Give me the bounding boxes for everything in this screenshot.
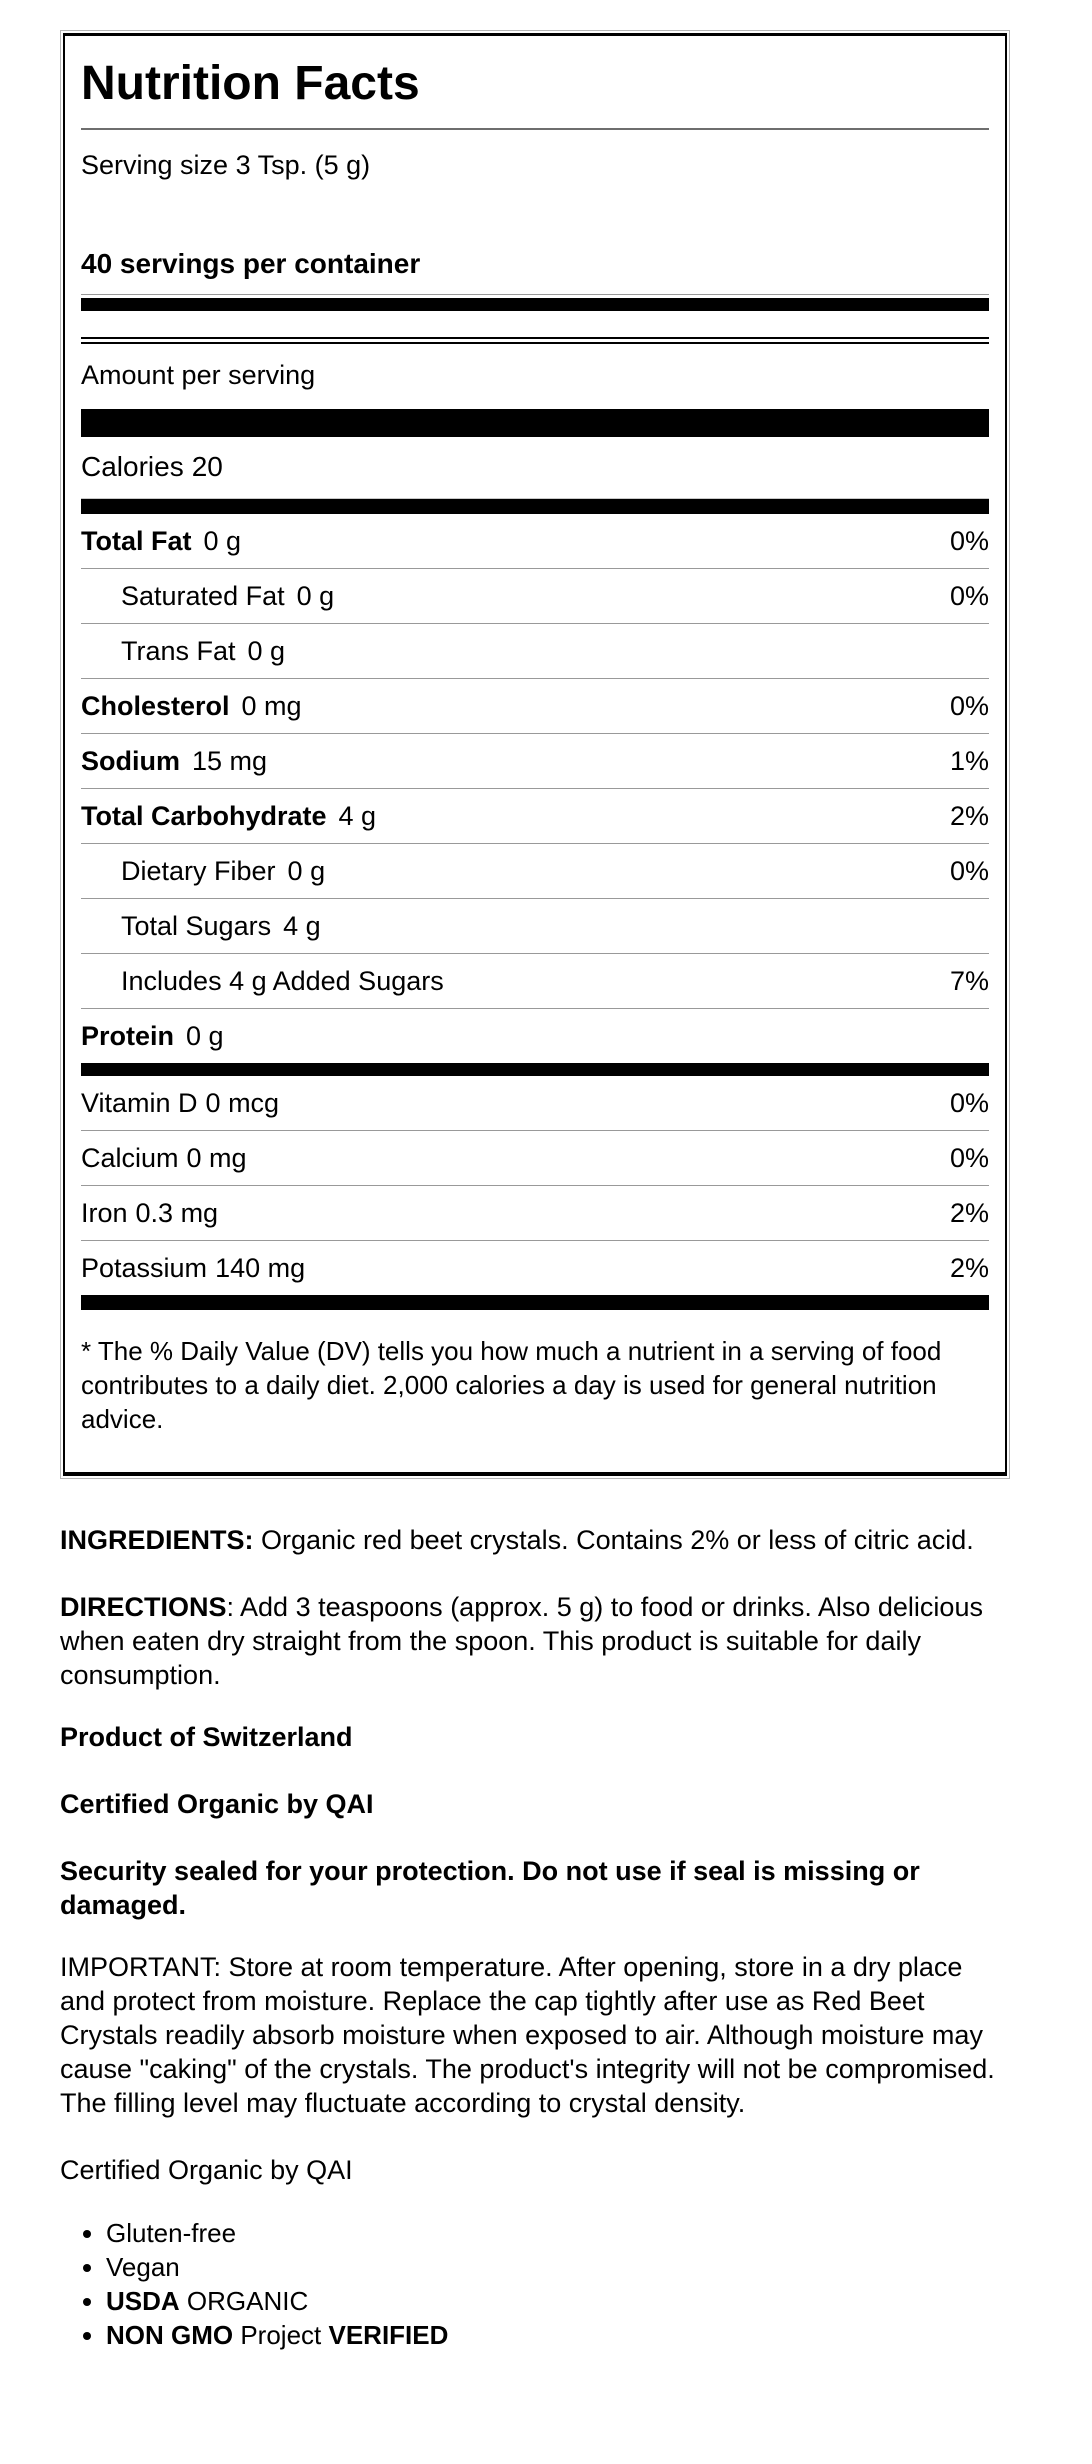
daily-value: 0% [949, 1088, 989, 1118]
nutrient-row-cholesterol: Cholesterol 0 mg 0% [81, 679, 989, 734]
daily-value-bar [81, 499, 989, 514]
nutrient-row-saturated-fat: Saturated Fat 0 g 0% [81, 569, 989, 624]
daily-value: 0% [949, 526, 989, 556]
nutrient-row-trans-fat: Trans Fat 0 g [81, 624, 989, 679]
nutrient-row-total-fat: Total Fat 0 g 0% [81, 514, 989, 569]
serving-size: Serving size 3 Tsp. (5 g) [81, 150, 371, 180]
nutrient-row-total-carbohydrate: Total Carbohydrate 4 g 2% [81, 789, 989, 844]
directions-paragraph: DIRECTIONS: Add 3 teaspoons (approx. 5 g) to food or drinks. Also delicious when eaten dry straight from the spoon. This product is suitable for daily consumption. [60, 1592, 983, 1690]
daily-value: 0% [949, 581, 989, 611]
daily-value: 2% [949, 1253, 989, 1283]
nutrition-facts-title: Nutrition Facts [81, 57, 420, 110]
certified-organic-regular: Certified Organic by QAI [60, 2155, 353, 2185]
nutrient-row-calcium: Calcium 0 mg 0% [81, 1131, 989, 1186]
product-info-sections [60, 1523, 1010, 2352]
double-divider [81, 337, 989, 344]
product-of-switzerland: Product of Switzerland [60, 1722, 353, 1752]
certified-organic-bold: Certified Organic by QAI [60, 1789, 374, 1819]
calories-top-bar [81, 409, 989, 437]
nutrient-row-iron: Iron 0.3 mg 2% [81, 1186, 989, 1241]
nutrient-row-total-sugars: Total Sugars 4 g [81, 899, 989, 954]
list-item-gluten-free: • Gluten-free [106, 2217, 1010, 2250]
daily-value: 1% [949, 746, 989, 776]
thin-divider [81, 294, 989, 295]
nutrition-label-outer-frame [60, 30, 1010, 1479]
calories-row [81, 437, 989, 499]
nutrient-row-vitamin-d: Vitamin D 0 mcg 0% [81, 1076, 989, 1131]
daily-value-footnote: * The % Daily Value (DV) tells you how much a nutrient in a serving of food contributes to a daily diet. 2,000 calories a day is used for general nutrition advice. [81, 1336, 942, 1434]
list-item-usda-organic: • USDA ORGANIC [106, 2285, 1010, 2318]
list-item-non-gmo: • NON GMO Project VERIFIED [106, 2319, 1010, 2352]
vitamins-top-bar [81, 1063, 989, 1076]
daily-value: 7% [949, 966, 989, 996]
calories-label: Calories [81, 451, 184, 482]
important-storage-notice: IMPORTANT: Store at room temperature. After opening, store in a dry place and protect from moisture. Replace the cap tightly after use as Red Beet Crystals readily absorb moisture when exposed to air. Although moisture may cause "caking" of the crystals. The product's integrity will not be compromised. The filling level may fluctuate according to crystal density. [60, 1952, 995, 2118]
ingredients-paragraph: INGREDIENTS: Organic red beet crystals. Contains 2% or less of citric acid. [60, 1525, 974, 1555]
security-seal-notice: Security sealed for your protection. Do not use if seal is missing or damaged. [60, 1856, 920, 1920]
nutrient-row-sodium: Sodium 15 mg 1% [81, 734, 989, 789]
nutrient-row-potassium: Potassium 140 mg 2% [81, 1253, 989, 1283]
daily-value: 2% [949, 801, 989, 831]
servings-per-container: 40 servings per container [81, 248, 421, 279]
directions-label: DIRECTIONS [60, 1592, 227, 1622]
list-item-vegan: • Vegan [106, 2251, 1010, 2284]
nutrient-row-added-sugars: Includes 4 g Added Sugars 7% [81, 954, 989, 1009]
footnote-top-bar [81, 1295, 989, 1310]
product-claims-list [60, 2217, 1010, 2352]
nutrient-row-protein: Protein 0 g [81, 1021, 224, 1051]
ingredients-label: INGREDIENTS: [60, 1525, 254, 1555]
daily-value: 0% [949, 1143, 989, 1173]
daily-value: 2% [949, 1198, 989, 1228]
daily-value: 0% [949, 856, 989, 886]
calories-value: 20 [191, 451, 223, 482]
amount-per-serving: Amount per serving [81, 360, 316, 390]
thick-bar [81, 298, 989, 311]
nutrient-row-dietary-fiber: Dietary Fiber 0 g 0% [81, 844, 989, 899]
spacer [81, 311, 989, 337]
nutrition-label [63, 33, 1007, 1476]
daily-value: 0% [949, 691, 989, 721]
